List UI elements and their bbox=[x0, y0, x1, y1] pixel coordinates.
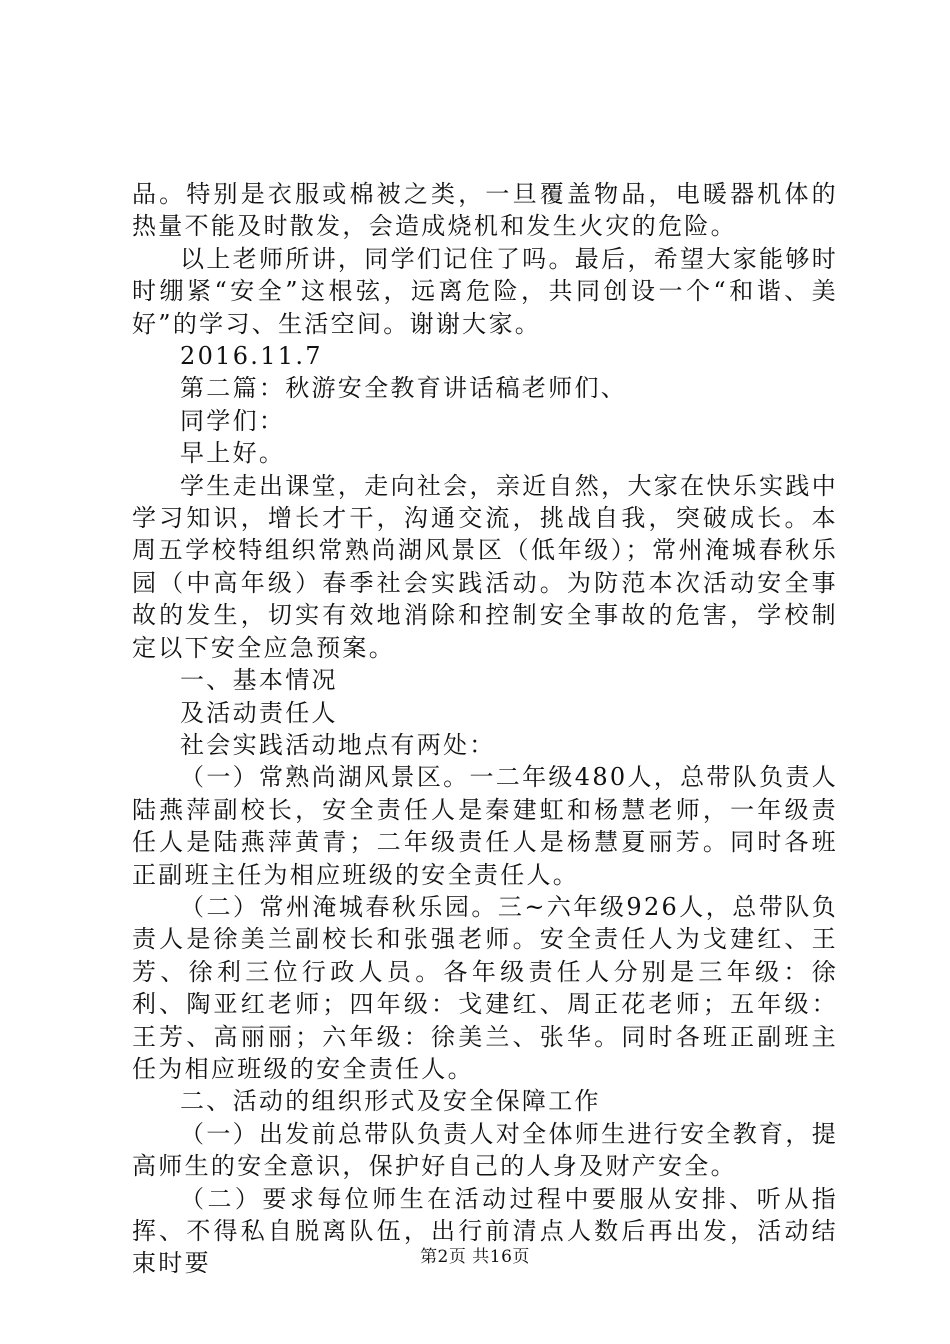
heading-organization-safety: 二、活动的组织形式及安全保障工作 bbox=[180, 1087, 601, 1116]
document-body bbox=[132, 178, 838, 1280]
paragraph-item-one: （一）出发前总带队负责人对全体师生进行安全教育，提高师生的安全意识，保护好自己的人身及财产安全。 bbox=[132, 1119, 838, 1181]
paragraph-location-two: （二）常州淹城春秋乐园。三~六年级926人，总带队负责人是徐美兰副校长和张强老师。安全责任人为戈建红、王芳、徐利三位行政人员。各年级责任人分别是三年级：徐利、陶亚红老师；四年级：戈建红、周正花老师；五年级：王芳、高丽丽；六年级：徐美兰、张华。同时各班正副班主任为相应班级的安全责任人。 bbox=[132, 892, 838, 1083]
paragraph-location-one: （一）常熟尚湖风景区。一二年级480人，总带队负责人陆燕萍副校长，安全责任人是秦建虹和杨慧老师，一年级责任人是陆燕萍黄青；二年级责任人是杨慧夏丽芳。同时各班正副班主任为相应班级的安全责任人。 bbox=[132, 763, 838, 889]
section-title-second-article: 第二篇：秋游安全教育讲话稿老师们、 bbox=[180, 374, 628, 403]
heading-responsible-persons: 及活动责任人 bbox=[180, 698, 338, 727]
paragraph-continuation: 品。特别是衣服或棉被之类，一旦覆盖物品，电暖器机体的热量不能及时散发，会造成烧机和发生火灾的危险。 bbox=[132, 180, 838, 241]
paragraph-closing-remarks: 以上老师所讲，同学们记住了吗。最后，希望大家能够时时绷紧“安全”这根弦，远离危险，共同创设一个“和谐、美好”的学习、生活空间。谢谢大家。 bbox=[132, 244, 838, 338]
paragraph-introduction: 学生走出课堂，走向社会，亲近自然，大家在快乐实践中学习知识，增长才干，沟通交流，挑战自我，突破成长。本周五学校特组织常熟尚湖风景区（低年级）；常州淹城春秋乐园（中高年级）春季社会实践活动。为防范本次活动安全事故的发生，切实有效地消除和控制安全事故的危害，学校制定以下安全应急预案。 bbox=[132, 471, 838, 662]
paragraph-greeting: 早上好。 bbox=[180, 439, 286, 468]
paragraph-item-two: （二）要求每位师生在活动过程中要服从安排、听从指挥、不得私自脱离队伍，出行前清点人数后再出发，活动结束时要 bbox=[132, 1184, 838, 1278]
page-footer: 第2页 共16页 bbox=[420, 1247, 530, 1267]
paragraph-salutation: 同学们： bbox=[180, 406, 286, 435]
paragraph-date: 2016.11.7 bbox=[180, 342, 323, 371]
heading-basic-situation: 一、基本情况 bbox=[180, 666, 338, 695]
paragraph-locations: 社会实践活动地点有两处： bbox=[180, 730, 496, 759]
